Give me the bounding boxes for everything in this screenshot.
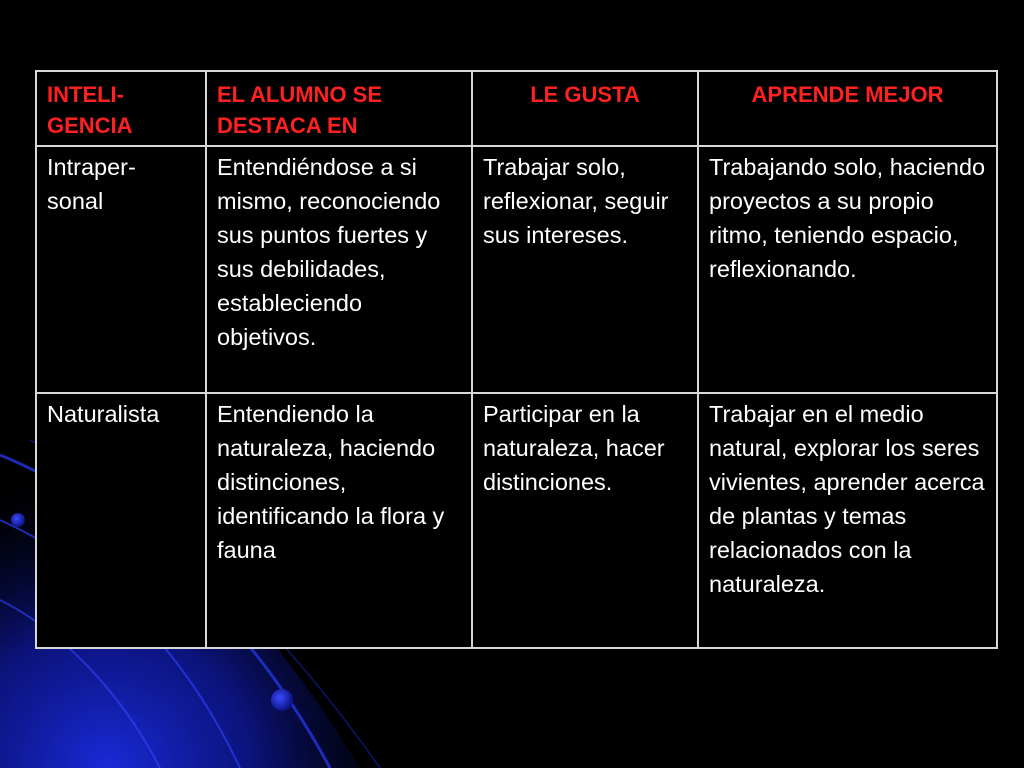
cell-destaca: Entendiéndose a si mismo, reconociendo sus puntos fuertes y sus debilidades, estableciendo objetivos. — [206, 146, 472, 393]
header-gusta: LE GUSTA — [472, 71, 698, 146]
cell-gusta: Trabajar solo, reflexionar, seguir sus intereses. — [472, 146, 698, 393]
header-destaca: EL ALUMNO SE DESTACA EN — [206, 71, 472, 146]
table-row — [36, 393, 997, 648]
blue-orb-2 — [271, 689, 293, 711]
cell-destaca: Entendiendo la naturaleza, haciendo distinciones, identificando la flora y fauna — [206, 393, 472, 648]
header-aprende: APRENDE MEJOR — [698, 71, 997, 146]
blue-orb-3 — [11, 513, 25, 527]
cell-inteligencia: Intraper- sonal — [36, 146, 206, 393]
cell-inteligencia: Naturalista — [36, 393, 206, 648]
header-inteligencia: INTELI- GENCIA — [36, 71, 206, 146]
cell-aprende: Trabajar en el medio natural, explorar los seres vivientes, aprender acerca de plantas y temas relacionados con la naturaleza. — [698, 393, 997, 648]
table-row — [36, 146, 997, 393]
cell-gusta: Participar en la naturaleza, hacer distinciones. — [472, 393, 698, 648]
intelligence-table — [35, 70, 998, 649]
table-header-row — [36, 71, 997, 146]
cell-aprende: Trabajando solo, haciendo proyectos a su propio ritmo, teniendo espacio, reflexionando. — [698, 146, 997, 393]
